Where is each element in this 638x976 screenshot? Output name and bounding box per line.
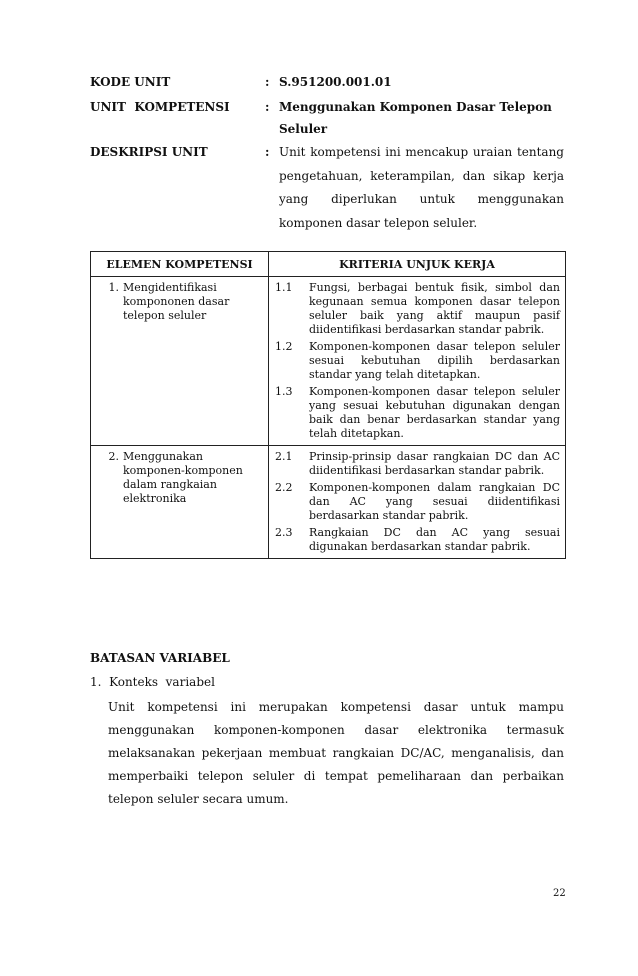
elemen-cell xyxy=(91,277,269,446)
deskripsi-line: komponen dasar telepon seluler. xyxy=(279,216,478,230)
header-kriteria-unjuk-kerja: KRITERIA UNJUK KERJA xyxy=(269,252,566,277)
unit-kompetensi-value-line2: Seluler xyxy=(279,122,328,136)
elemen-number: 1. xyxy=(108,281,119,294)
kriteria-item xyxy=(275,385,560,441)
kriteria-number: 2.3 xyxy=(275,526,293,539)
kriteria-item xyxy=(275,450,560,478)
elemen-line: Menggunakan xyxy=(123,450,203,463)
kriteria-text: Komponen-komponen dasar telepon seluler yang sesuai kebutuhan digunakan dengan baik dan benar berdasarkan standar yang telah ditetapkan. xyxy=(309,385,560,440)
kriteria-text: Rangkaian DC dan AC yang sesuai digunakan berdasarkan standar pabrik. xyxy=(309,526,560,553)
kriteria-item xyxy=(275,340,560,382)
elemen-cell xyxy=(91,446,269,559)
kriteria-text: Prinsip-prinsip dasar rangkaian DC dan AC diidentifikasi berdasarkan standar pabrik. xyxy=(309,450,560,477)
elemen-line: dalam rangkaian xyxy=(123,478,217,491)
elemen-line: Mengidentifikasi xyxy=(123,281,217,294)
deskripsi-line: yang diperlukan untuk menggunakan xyxy=(279,192,564,206)
unit-kompetensi-label: UNIT KOMPETENSI xyxy=(90,100,230,114)
kriteria-cell xyxy=(269,277,566,446)
elemen-kriteria-table xyxy=(90,251,566,559)
kode-unit-value: S.951200.001.01 xyxy=(279,75,392,89)
deskripsi-unit-label: DESKRIPSI UNIT xyxy=(90,145,208,159)
kriteria-number: 1.2 xyxy=(275,340,293,353)
kriteria-item xyxy=(275,281,560,337)
kriteria-item xyxy=(275,481,560,523)
paragraph-line: memperbaiki telepon seluler di tempat pemeliharaan dan perbaikan xyxy=(108,769,564,783)
deskripsi-line: Unit kompetensi ini mencakup uraian tentang xyxy=(279,145,564,159)
table-header-row xyxy=(91,252,566,277)
colon: : xyxy=(265,75,270,89)
konteks-variabel-subtitle: 1. Konteks variabel xyxy=(90,675,215,689)
kriteria-number: 2.1 xyxy=(275,450,293,463)
kriteria-number: 2.2 xyxy=(275,481,293,494)
elemen-line: telepon seluler xyxy=(123,309,207,322)
kriteria-cell xyxy=(269,446,566,559)
kriteria-text: Komponen-komponen dalam rangkaian DC dan AC yang sesuai diidentifikasi berdasarkan standar pabrik. xyxy=(309,481,560,522)
kriteria-text: Komponen-komponen dasar telepon seluler sesuai kebutuhan dipilih berdasarkan standar yang telah ditetapkan. xyxy=(309,340,560,381)
page-number: 22 xyxy=(553,888,566,899)
kriteria-item xyxy=(275,526,560,554)
paragraph-line: menggunakan komponen-komponen dasar elektronika termasuk xyxy=(108,723,564,737)
elemen-line: elektronika xyxy=(123,492,187,505)
elemen-line: komponen-komponen xyxy=(123,464,243,477)
colon: : xyxy=(265,145,270,159)
elemen-number: 2. xyxy=(108,450,119,463)
elemen-line: kompononen dasar xyxy=(123,295,230,308)
kriteria-number: 1.1 xyxy=(275,281,293,294)
kriteria-text: Fungsi, berbagai bentuk fisik, simbol dan kegunaan semua komponen dasar telepon seluler baik yang aktif maupun pasif diidentifikasi berdasarkan standar pabrik. xyxy=(309,281,560,336)
paragraph-line: melaksanakan pekerjaan membuat rangkaian DC/AC, menganalisis, dan xyxy=(108,746,564,760)
paragraph-line: telepon seluler secara umum. xyxy=(108,792,289,806)
colon: : xyxy=(265,100,270,114)
deskripsi-line: pengetahuan, keterampilan, dan sikap kerja xyxy=(279,169,564,183)
table-row xyxy=(91,446,566,559)
kode-unit-label: KODE UNIT xyxy=(90,75,171,89)
kriteria-number: 1.3 xyxy=(275,385,293,398)
batasan-variabel-title: BATASAN VARIABEL xyxy=(90,651,230,665)
header-elemen-kompetensi: ELEMEN KOMPETENSI xyxy=(91,252,269,277)
unit-kompetensi-value-line1: Menggunakan Komponen Dasar Telepon xyxy=(279,100,552,114)
table-row xyxy=(91,277,566,446)
paragraph-line: Unit kompetensi ini merupakan kompetensi dasar untuk mampu xyxy=(108,700,564,714)
